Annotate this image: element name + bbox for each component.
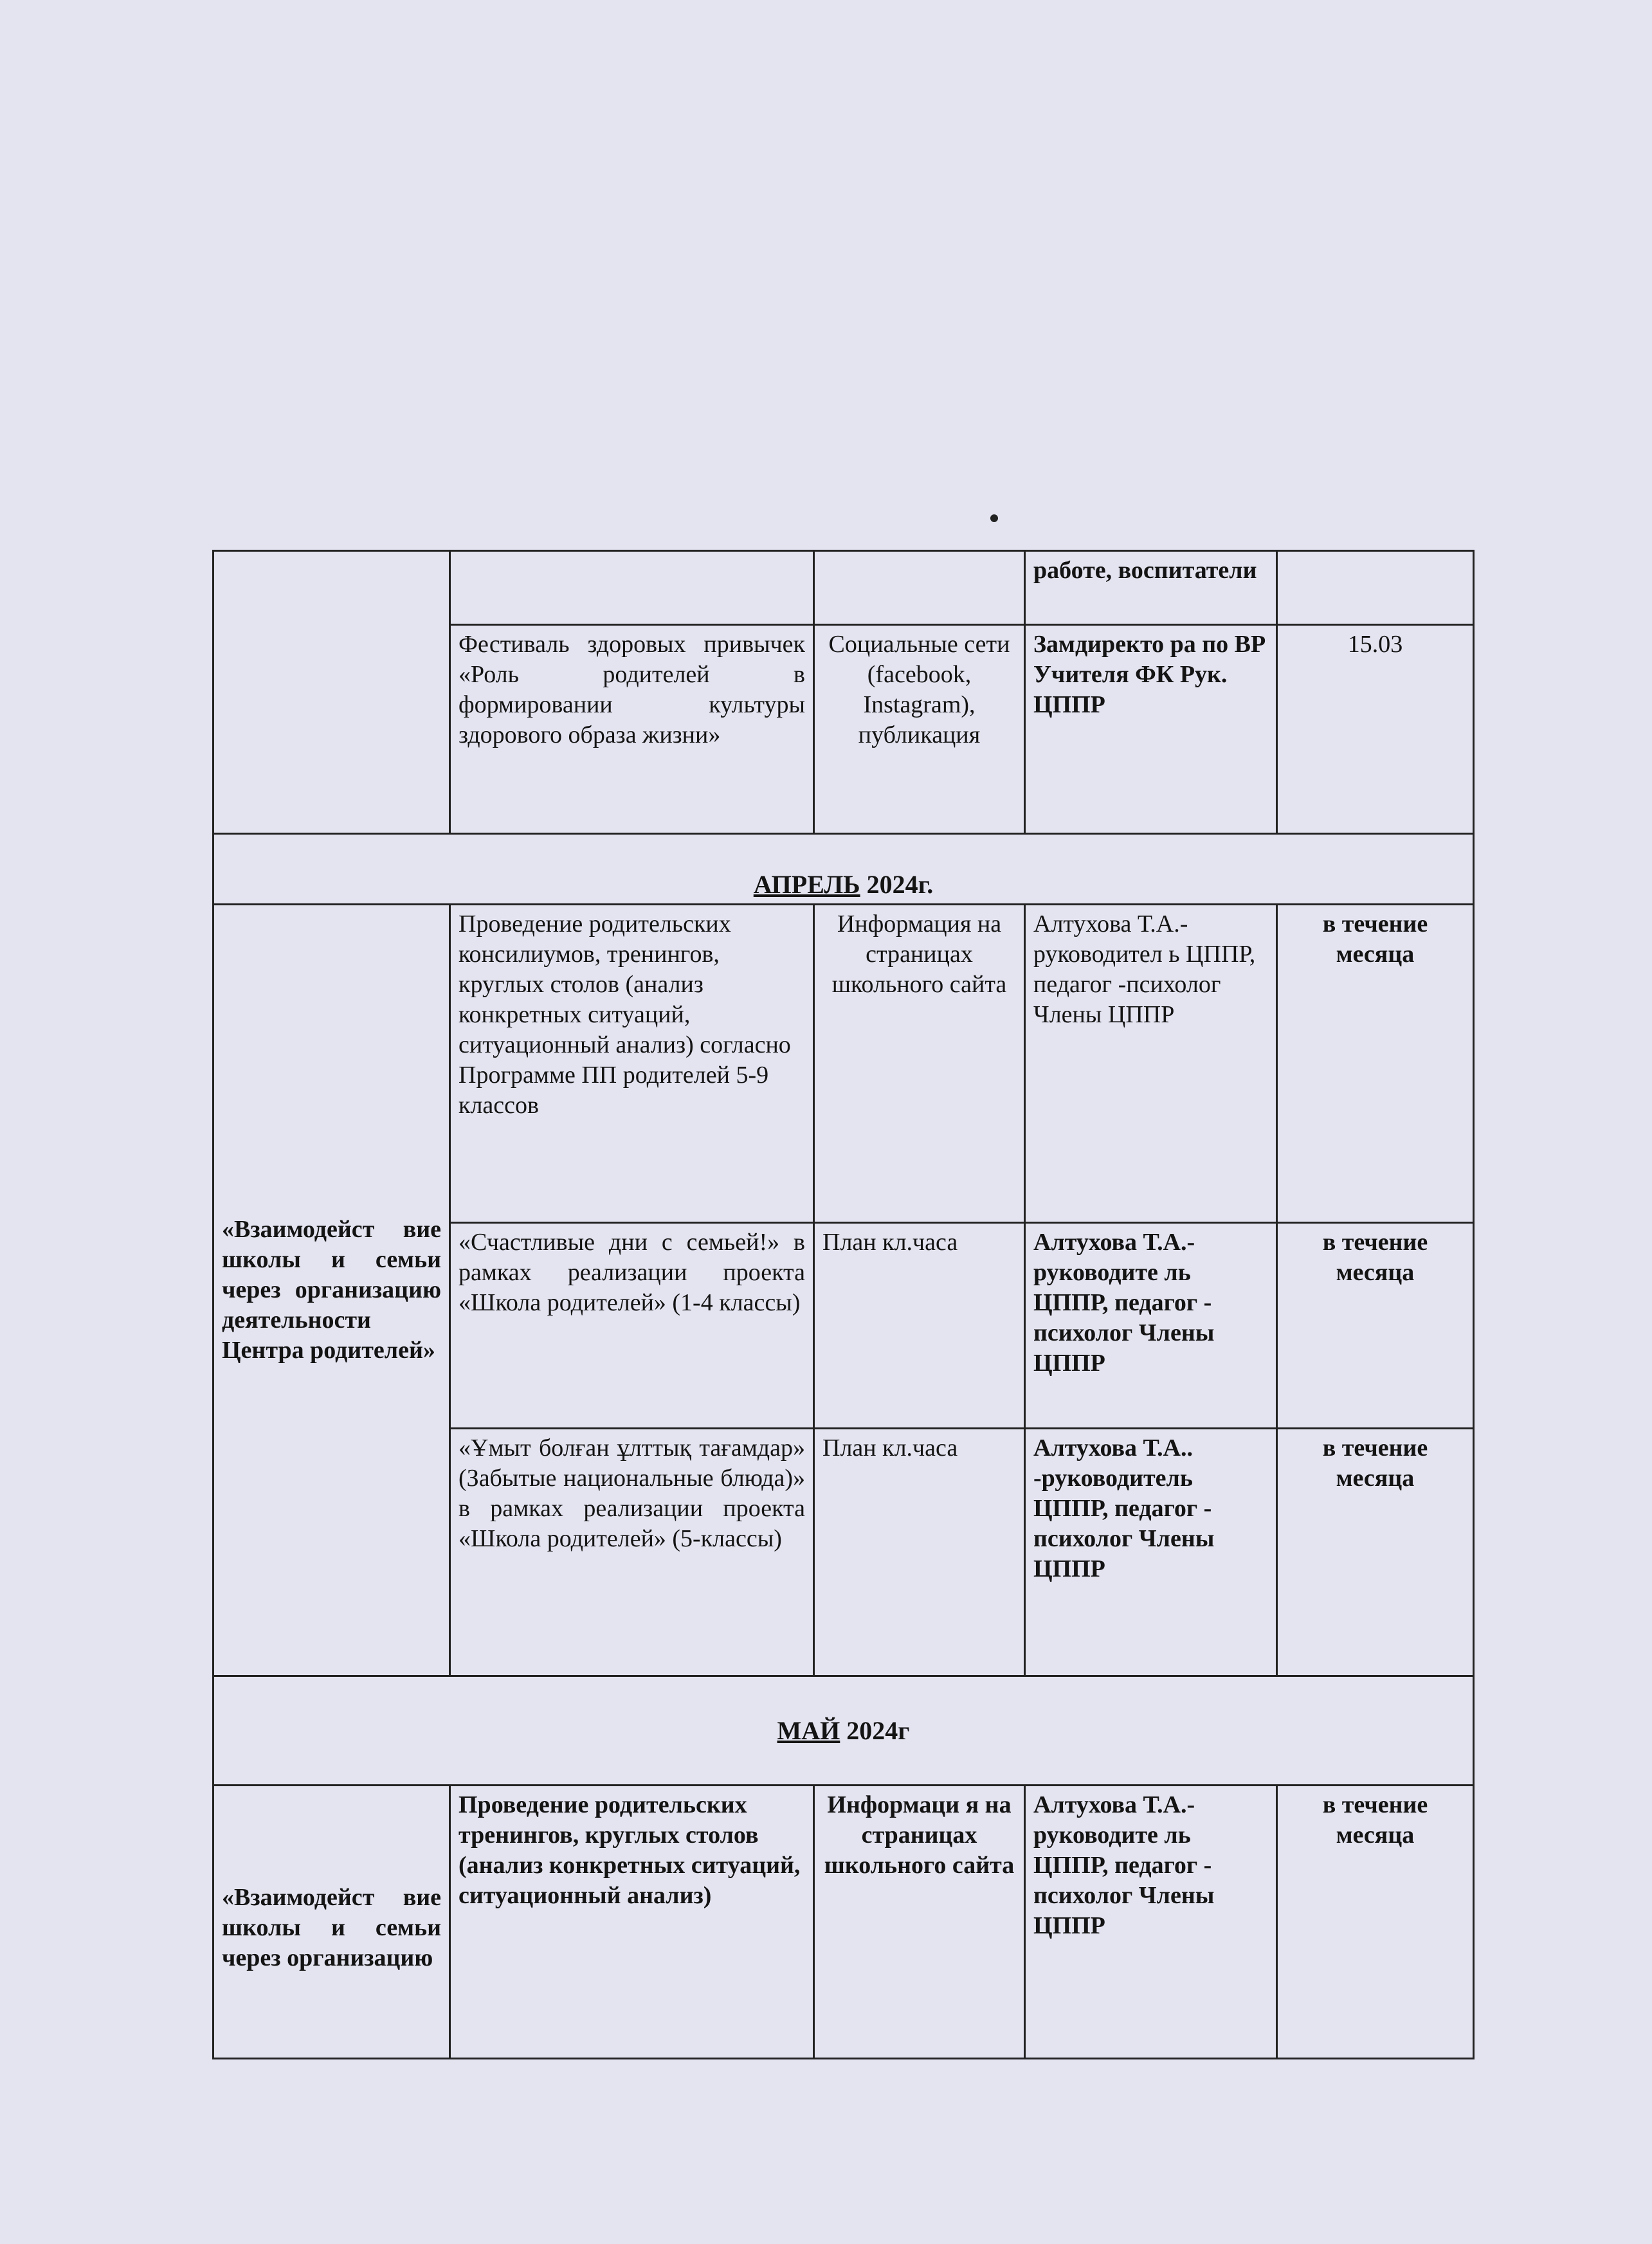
event-cell: [450, 551, 814, 625]
plan-table: [212, 550, 1475, 2059]
direction-cell-april: «Взаимодейст вие школы и семьи через организацию деятельности Центра родителей»: [213, 905, 450, 1676]
event-cell: Проведение родительских тренингов, круглых столов (анализ конкретных ситуаций, ситуационный анализ): [450, 1786, 814, 2059]
responsible-cell: работе, воспитатели: [1025, 551, 1277, 625]
event-cell: «Ұмыт болған ұлттық тағамдар» (Забытые национальные блюда)» в рамках реализации проекта «Школа родителей» (5-классы): [450, 1429, 814, 1676]
month-title-april: АПРЕЛЬ 2024г.: [753, 870, 934, 899]
date-cell: в течение месяца: [1277, 1429, 1474, 1676]
date-cell: 15.03: [1277, 625, 1474, 834]
event-cell: Фестиваль здоровых привычек «Роль родителей в формировании культуры здорового образа жизни»: [450, 625, 814, 834]
date-cell: в течение месяца: [1277, 905, 1474, 1223]
month-header-row: [213, 1676, 1474, 1786]
date-cell: в течение месяца: [1277, 1786, 1474, 2059]
form-cell: План кл.часа: [814, 1223, 1025, 1429]
month-title-may: МАЙ 2024г: [777, 1716, 910, 1745]
responsible-cell: Алтухова Т.А.-руководител ь ЦППР, педагог -психолог Члены ЦППР: [1025, 905, 1277, 1223]
date-cell: в течение месяца: [1277, 1223, 1474, 1429]
form-cell: План кл.часа: [814, 1429, 1025, 1676]
table-row: [213, 905, 1474, 1223]
responsible-cell: Алтухова Т.А.-руководите ль ЦППР, педагог - психолог Члены ЦППР: [1025, 1223, 1277, 1429]
direction-cell-may: «Взаимодейст вие школы и семьи через организацию: [213, 1786, 450, 2059]
event-cell: «Счастливые дни с семьей!» в рамках реализации проекта «Школа родителей» (1-4 классы): [450, 1223, 814, 1429]
responsible-cell: Алтухова Т.А.-руководите ль ЦППР, педагог - психолог Члены ЦППР: [1025, 1786, 1277, 2059]
form-cell: Социальные сети (facebook, Instagram), публикация: [814, 625, 1025, 834]
form-cell: Информаци я на страницах школьного сайта: [814, 1786, 1025, 2059]
responsible-cell: Замдиректо ра по ВР Учителя ФК Рук. ЦППР: [1025, 625, 1277, 834]
form-cell: Информация на страницах школьного сайта: [814, 905, 1025, 1223]
ink-dot: [990, 514, 998, 522]
table-row: [213, 1786, 1474, 2059]
table-row: [213, 551, 1474, 625]
form-cell: [814, 551, 1025, 625]
responsible-cell: Алтухова Т.А.. -руководитель ЦППР, педагог - психолог Члены ЦППР: [1025, 1429, 1277, 1676]
direction-cell-march: [213, 551, 450, 834]
date-cell: [1277, 551, 1474, 625]
month-header-row: [213, 834, 1474, 905]
event-cell: Проведение родительских консилиумов, тренингов, круглых столов (анализ конкретных ситуаций, ситуационный анализ) согласно Программе ПП родителей 5-9 классов: [450, 905, 814, 1223]
